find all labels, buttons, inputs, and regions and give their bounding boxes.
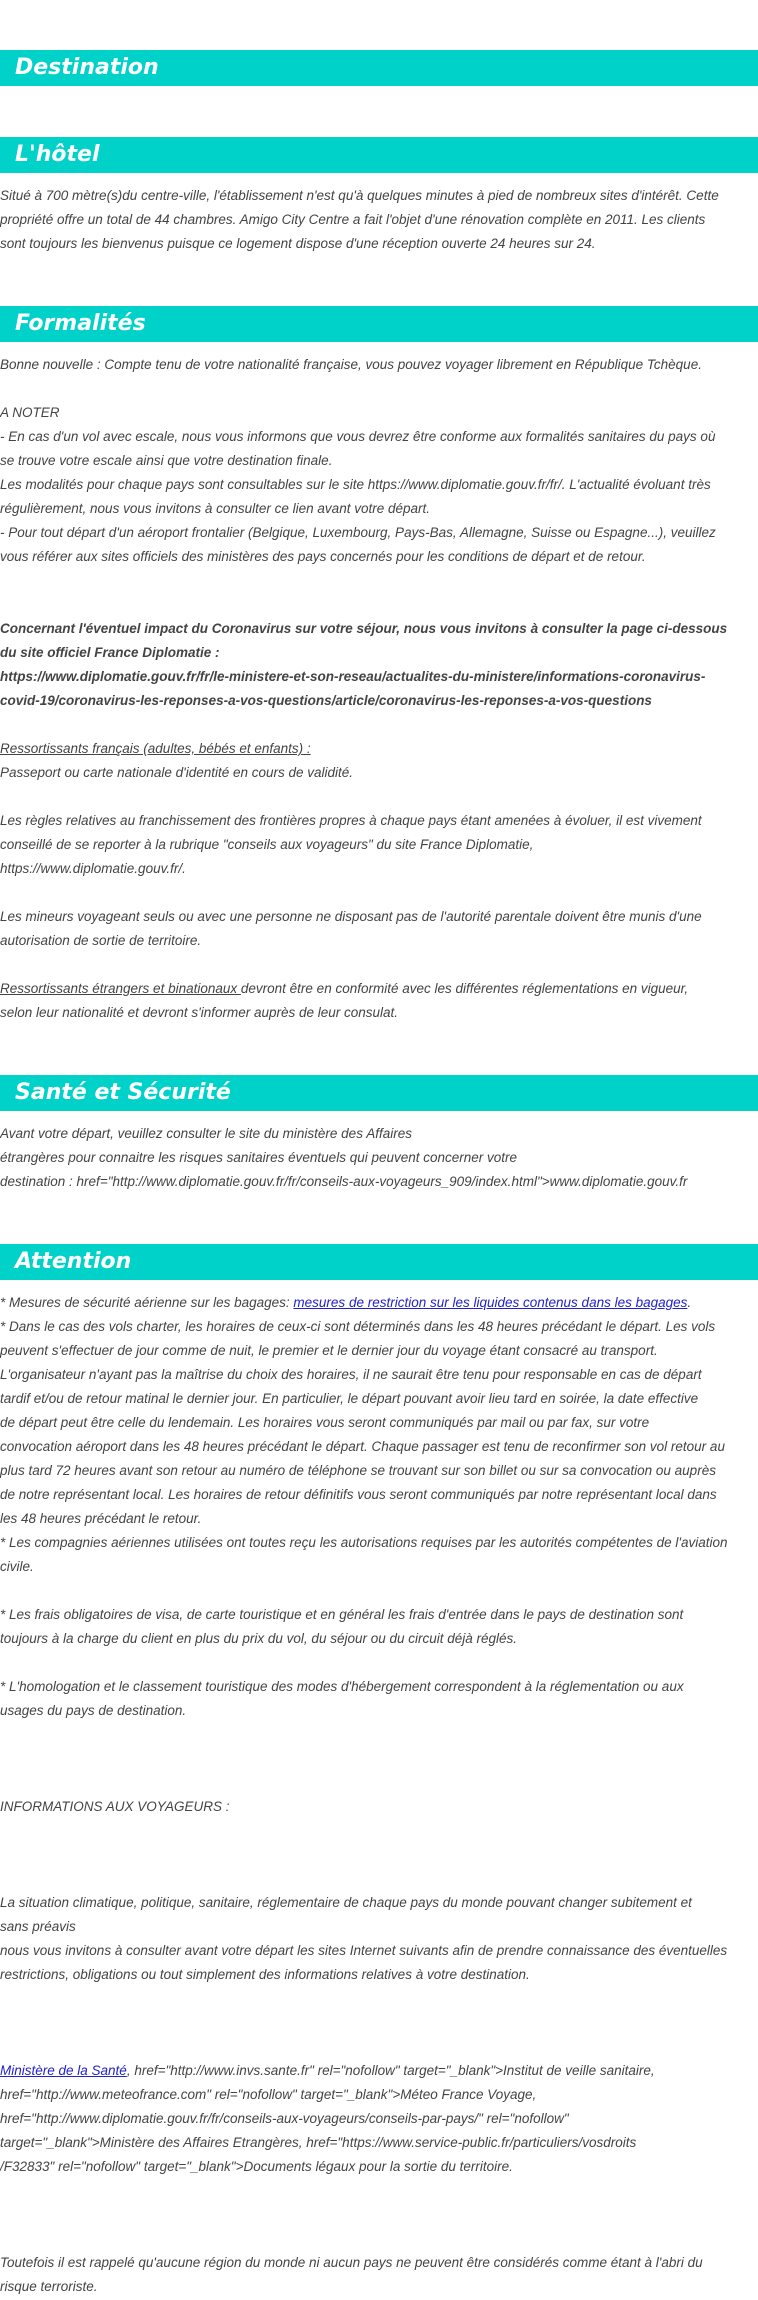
charter-line: * Dans le cas des vols charter, les horaires de ceux-ci sont déterminés dans les 48 heures précédant le départ. Les vols [0,1319,716,1334]
charter-line: peuvent s'effectuer de jour comme de nuit, le premier et le dernier jour du voyage étant consacré au transport. [0,1343,658,1358]
coronavirus-line: du site officiel France Diplomatie : [0,645,220,660]
charter-line: tardif et/ou de retour matinal le dernier jour. En particulier, le départ pouvant avoir lieu tard en soirée, la date effective [0,1391,699,1406]
frais-line: * Les frais obligatoires de visa, de carte touristique et en général les frais d'entrée dans le pays de destination sont [0,1607,684,1622]
ressortissants-etrangers-heading: Ressortissants étrangers et binationaux [0,981,241,996]
ressortissants-francais-heading [0,737,758,761]
charter-line: les 48 heures précédant le retour. [0,1511,202,1526]
situation-line: nous vous invitons à consulter avant votre départ les sites Internet suivants afin de prendre connaissance des éventuelles [0,1943,728,1958]
situation-line: La situation climatique, politique, sanitaire, réglementaire de chaque pays du monde pouvant changer subitement et [0,1895,692,1910]
charter-line: civile. [0,1559,34,1574]
charter-line: de départ peut être celle du lendemain. Les horaires vous seront communiqués par mail ou par fax, sur votre [0,1415,650,1430]
informations-voyageurs-heading: INFORMATIONS AUX VOYAGEURS : [0,1799,230,1814]
situation-line: sans préavis [0,1919,76,1934]
charter-line: de notre représentant local. Les horaires de retour définitifs vous seront communiqués par notre représentant local dans [0,1487,717,1502]
links-line: target="_blank">Ministère des Affaires Etrangères, href="https://www.service-public.fr/particuliers/vosdroits [0,2135,637,2150]
formalites-intro: Bonne nouvelle : Compte tenu de votre nationalité française, vous pouvez voyager librement en République Tchèque. [0,357,702,372]
section-title-sante: Santé et Sécurité [0,1075,758,1111]
links-line: href="http://www.meteofrance.com" rel="nofollow" target="_blank">Méteo France Voyage, [0,2087,537,2102]
homologation-line: * L'homologation et le classement touristique des modes d'hébergement correspondent à la réglementation ou aux [0,1679,684,1694]
charter-line: plus tard 72 heures avant son retour au numéro de téléphone se trouvant sur son billet ou sur sa convocation ou auprès [0,1463,716,1478]
coronavirus-line: https://www.diplomatie.gouv.fr/fr/le-ministere-et-son-reseau/actualites-du-ministere/informations-coronavirus- [0,669,706,684]
coronavirus-line: covid-19/coronavirus-les-reponses-a-vos-questions/article/coronavirus-les-reponses-a-vos-questions [0,693,652,708]
charter-line: L'organisateur n'ayant pas la maîtrise du choix des horaires, il ne saurait être tenu pour responsable en cas de départ [0,1367,702,1382]
section-title-formalites: Formalités [0,306,758,342]
links-line [0,2059,758,2083]
note-line: - Pour tout départ d'un aéroport frontalier (Belgique, Luxembourg, Pays-Bas, Allemagne, Suisse ou Espagne...), veuillez [0,525,716,540]
frais-line: toujours à la charge du client en plus du prix du vol, du séjour ou du circuit déjà réglés. [0,1631,518,1646]
bagages-line [0,1291,758,1315]
regles-line: conseillé de se reporter à la rubrique "conseils aux voyageurs" du site France Diplomatie, [0,837,534,852]
links-line: href="http://www.diplomatie.gouv.fr/fr/conseils-aux-voyageurs/conseils-par-pays/" rel="nofollow" [0,2111,569,2126]
homologation-line: usages du pays de destination. [0,1703,187,1718]
section-title-hotel: L'hôtel [0,137,758,173]
mineurs-line: autorisation de sortie de territoire. [0,933,202,948]
ministere-rest-text: , href="http://www.invs.sante.fr" rel="nofollow" target="_blank">Institut de veille sanitaire, [126,2063,655,2078]
terrorisme-line: Toutefois il est rappelé qu'aucune région du monde ni aucun pays ne peuvent être considérés comme étant à l'abri du [0,2255,703,2270]
coronavirus-line: Concernant l'éventuel impact du Coronavirus sur votre séjour, nous vous invitons à consulter la page ci-dessous [0,621,728,636]
hotel-text-line: sont toujours les bienvenus puisque ce logement dispose d'une réception ouverte 24 heures sur 24. [0,236,596,251]
regles-line: https://www.diplomatie.gouv.fr/. [0,861,186,876]
sante-line: Avant votre départ, veuillez consulter le site du ministère des Affaires [0,1126,412,1141]
bagages-prefix: * Mesures de sécurité aérienne sur les bagages: [0,1295,294,1310]
section-title-attention: Attention [0,1244,758,1280]
situation-line: restrictions, obligations ou tout simplement des informations relatives à votre destination. [0,1967,530,1982]
section-title-destination: Destination [0,50,758,86]
ressortissants-francais-label: Ressortissants français (adultes, bébés et enfants) : [0,741,311,756]
ressortissants-etrangers-line: selon leur nationalité et devront s'informer auprès de leur consulat. [0,1005,399,1020]
ressortissants-etrangers-line [0,977,758,1001]
bagages-restriction-link[interactable]: mesures de restriction sur les liquides contenus dans les bagages [293,1295,688,1310]
mineurs-line: Les mineurs voyageant seuls ou avec une personne ne disposant pas de l'autorité parentale doivent être munis d'une [0,909,702,924]
ressortissants-francais-doc: Passeport ou carte nationale d'identité en cours de validité. [0,765,354,780]
note-line: - En cas d'un vol avec escale, nous vous informons que vous devrez être conforme aux formalités sanitaires du pays où [0,429,716,444]
note-line: se trouve votre escale ainsi que votre destination finale. [0,453,333,468]
note-line: régulièrement, nous vous invitons à consulter ce lien avant votre départ. [0,501,430,516]
note-line: vous référer aux sites officiels des ministères des pays concernés pour les conditions de départ et de retour. [0,549,646,564]
charter-line: convocation aéroport dans les 48 heures précédant le départ. Chaque passager est tenu de reconfirmer son vol retour au [0,1439,725,1454]
sante-line: étrangères pour connaitre les risques sanitaires éventuels qui peuvent concerner votre [0,1150,518,1165]
sante-line: destination : href="http://www.diplomatie.gouv.fr/fr/conseils-aux-voyageurs_909/index.html">www.diplomatie.gouv.fr [0,1174,688,1189]
links-line: /F32833" rel="nofollow" target="_blank">Documents légaux pour la sortie du territoire. [0,2159,513,2174]
ministere-sante-link[interactable]: Ministère de la Santé [0,2063,127,2078]
note-line: Les modalités pour chaque pays sont consultables sur le site https://www.diplomatie.gouv.fr/fr/. L'actualité évoluant très [0,477,711,492]
hotel-text-line: propriété offre un total de 44 chambres. Amigo City Centre a fait l'objet d'une rénovation complète en 2011. Les clients [0,212,706,227]
a-noter-heading: A NOTER [0,405,60,420]
bagages-suffix: . [687,1295,692,1310]
charter-line: * Les compagnies aériennes utilisées ont toutes reçu les autorisations requises par les autorités compétentes de l'aviation [0,1535,728,1550]
regles-line: Les règles relatives au franchissement des frontières propres à chaque pays étant amenées à évoluer, il est vivement [0,813,702,828]
ressortissants-etrangers-text: devront être en conformité avec les différentes réglementations en vigueur, [240,981,689,996]
hotel-text-line: Situé à 700 mètre(s)du centre-ville, l'établissement n'est qu'à quelques minutes à pied de nombreux sites d'intérêt. Cette [0,188,719,203]
terrorisme-line: risque terroriste. [0,2279,98,2294]
